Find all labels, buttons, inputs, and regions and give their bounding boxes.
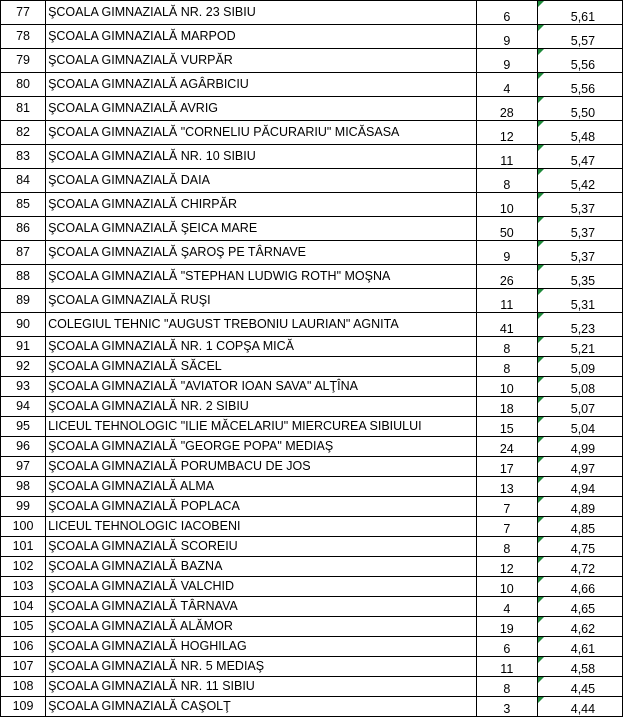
average-grade-value: 5,57 xyxy=(570,33,596,48)
cell-error-indicator-icon xyxy=(538,537,544,543)
candidate-count-cell[interactable]: 24 xyxy=(476,437,537,457)
row-number-cell[interactable]: 77 xyxy=(1,1,46,25)
average-grade-cell[interactable] xyxy=(537,677,622,697)
table-row xyxy=(1,517,623,537)
candidate-count-cell[interactable]: 28 xyxy=(476,97,537,121)
candidate-count-cell[interactable]: 50 xyxy=(476,217,537,241)
average-grade-cell[interactable] xyxy=(537,145,622,169)
cell-error-indicator-icon xyxy=(538,1,544,7)
row-number-cell[interactable]: 107 xyxy=(1,657,46,677)
average-grade-value: 4,99 xyxy=(570,441,596,456)
cell-error-indicator-icon xyxy=(538,241,544,247)
average-grade-value: 4,65 xyxy=(570,601,596,616)
candidate-count-cell[interactable]: 9 xyxy=(476,241,537,265)
school-name-cell[interactable]: ŞCOALA GIMNAZIALĂ SCOREIU xyxy=(46,537,477,557)
table-row xyxy=(1,457,623,477)
table-row xyxy=(1,193,623,217)
school-name-cell[interactable]: ŞCOALA GIMNAZIALĂ "GEORGE POPA" MEDIAŞ xyxy=(46,437,477,457)
average-grade-cell[interactable] xyxy=(537,517,622,537)
average-grade-value: 5,48 xyxy=(570,129,596,144)
average-grade-cell[interactable] xyxy=(537,169,622,193)
row-number-cell[interactable]: 93 xyxy=(1,377,46,397)
row-number-cell[interactable]: 90 xyxy=(1,313,46,337)
row-number-cell[interactable]: 106 xyxy=(1,637,46,657)
cell-error-indicator-icon xyxy=(538,557,544,563)
candidate-count-cell[interactable]: 4 xyxy=(476,597,537,617)
candidate-count-cell[interactable]: 9 xyxy=(476,25,537,49)
candidate-count-cell[interactable]: 13 xyxy=(476,477,537,497)
school-name-cell[interactable]: ŞCOALA GIMNAZIALĂ "AVIATOR IOAN SAVA" ALŢÎNA xyxy=(46,377,477,397)
average-grade-cell[interactable] xyxy=(537,217,622,241)
table-row xyxy=(1,577,623,597)
cell-error-indicator-icon xyxy=(538,377,544,383)
average-grade-value: 4,66 xyxy=(570,581,596,596)
row-number-cell[interactable]: 84 xyxy=(1,169,46,193)
average-grade-value: 5,56 xyxy=(570,57,596,72)
school-name-cell[interactable]: ŞCOALA GIMNAZIALĂ NR. 10 SIBIU xyxy=(46,145,477,169)
table-body xyxy=(1,1,623,717)
cell-error-indicator-icon xyxy=(538,337,544,343)
cell-error-indicator-icon xyxy=(538,477,544,483)
school-name-cell[interactable]: ŞCOALA GIMNAZIALĂ NR. 5 MEDIAŞ xyxy=(46,657,477,677)
candidate-count-cell[interactable]: 11 xyxy=(476,657,537,677)
average-grade-cell[interactable] xyxy=(537,1,622,25)
row-number-cell[interactable]: 91 xyxy=(1,337,46,357)
school-name-cell[interactable]: ŞCOALA GIMNAZIALĂ DAIA xyxy=(46,169,477,193)
cell-error-indicator-icon xyxy=(538,397,544,403)
table-row xyxy=(1,25,623,49)
table-row xyxy=(1,265,623,289)
school-name-cell[interactable]: ŞCOALA GIMNAZIALĂ NR. 23 SIBIU xyxy=(46,1,477,25)
average-grade-cell[interactable] xyxy=(537,497,622,517)
average-grade-value: 4,44 xyxy=(570,701,596,716)
row-number-cell[interactable]: 94 xyxy=(1,397,46,417)
average-grade-value: 5,47 xyxy=(570,153,596,168)
row-number-cell[interactable]: 97 xyxy=(1,457,46,477)
average-grade-cell[interactable] xyxy=(537,557,622,577)
cell-error-indicator-icon xyxy=(538,457,544,463)
candidate-count-cell[interactable]: 10 xyxy=(476,577,537,597)
candidate-count-cell[interactable]: 12 xyxy=(476,557,537,577)
average-grade-cell[interactable] xyxy=(537,397,622,417)
row-number-cell[interactable]: 96 xyxy=(1,437,46,457)
cell-error-indicator-icon xyxy=(538,657,544,663)
candidate-count-cell[interactable]: 17 xyxy=(476,457,537,477)
table-row xyxy=(1,417,623,437)
table-row xyxy=(1,437,623,457)
average-grade-cell[interactable] xyxy=(537,477,622,497)
row-number-cell[interactable]: 99 xyxy=(1,497,46,517)
average-grade-cell[interactable] xyxy=(537,457,622,477)
school-name-cell[interactable]: ŞCOALA GIMNAZIALĂ AGÂRBICIU xyxy=(46,73,477,97)
average-grade-cell[interactable] xyxy=(537,289,622,313)
candidate-count-cell[interactable]: 8 xyxy=(476,537,537,557)
school-name-cell[interactable]: ŞCOALA GIMNAZIALĂ VURPĂR xyxy=(46,49,477,73)
school-name-cell[interactable]: ŞCOALA GIMNAZIALĂ TÂRNAVA xyxy=(46,597,477,617)
row-number-cell[interactable]: 103 xyxy=(1,577,46,597)
row-number-cell[interactable]: 81 xyxy=(1,97,46,121)
table-row xyxy=(1,657,623,677)
table-row xyxy=(1,49,623,73)
average-grade-cell[interactable] xyxy=(537,97,622,121)
average-grade-value: 4,85 xyxy=(570,521,596,536)
table-row xyxy=(1,557,623,577)
row-number-cell[interactable]: 104 xyxy=(1,597,46,617)
cell-error-indicator-icon xyxy=(538,417,544,423)
cell-error-indicator-icon xyxy=(538,169,544,175)
school-name-cell[interactable]: ŞCOALA GIMNAZIALĂ ŞAROŞ PE TÂRNAVE xyxy=(46,241,477,265)
cell-error-indicator-icon xyxy=(538,49,544,55)
average-grade-value: 4,97 xyxy=(570,461,596,476)
table-row xyxy=(1,397,623,417)
average-grade-cell[interactable] xyxy=(537,241,622,265)
school-name-cell[interactable]: ŞCOALA GIMNAZIALĂ MARPOD xyxy=(46,25,477,49)
school-name-cell[interactable]: ŞCOALA GIMNAZIALĂ BAZNA xyxy=(46,557,477,577)
average-grade-value: 4,94 xyxy=(570,481,596,496)
school-name-cell[interactable]: ŞCOALA GIMNAZIALĂ NR. 1 COPŞA MICĂ xyxy=(46,337,477,357)
average-grade-value: 5,37 xyxy=(570,249,596,264)
table-row xyxy=(1,289,623,313)
table-row xyxy=(1,357,623,377)
school-name-cell[interactable]: ŞCOALA GIMNAZIALĂ AVRIG xyxy=(46,97,477,121)
average-grade-value: 4,89 xyxy=(570,501,596,516)
row-number-cell[interactable]: 101 xyxy=(1,537,46,557)
table-row xyxy=(1,1,623,25)
school-name-cell[interactable]: COLEGIUL TEHNIC "AUGUST TREBONIU LAURIAN" AGNITA xyxy=(46,313,477,337)
school-name-cell[interactable]: ŞCOALA GIMNAZIALĂ ALĂMOR xyxy=(46,617,477,637)
candidate-count-cell[interactable]: 6 xyxy=(476,637,537,657)
table-row xyxy=(1,617,623,637)
candidate-count-cell[interactable]: 10 xyxy=(476,377,537,397)
average-grade-value: 5,56 xyxy=(570,81,596,96)
school-name-cell[interactable]: ŞCOALA GIMNAZIALĂ VALCHID xyxy=(46,577,477,597)
average-grade-value: 4,45 xyxy=(570,681,596,696)
average-grade-value: 4,72 xyxy=(570,561,596,576)
candidate-count-cell[interactable]: 19 xyxy=(476,617,537,637)
average-grade-cell[interactable] xyxy=(537,73,622,97)
candidate-count-cell[interactable]: 8 xyxy=(476,169,537,193)
average-grade-cell[interactable] xyxy=(537,337,622,357)
average-grade-value: 5,08 xyxy=(570,381,596,396)
average-grade-value: 4,58 xyxy=(570,661,596,676)
average-grade-cell[interactable] xyxy=(537,637,622,657)
row-number-cell[interactable]: 78 xyxy=(1,25,46,49)
candidate-count-cell[interactable]: 41 xyxy=(476,313,537,337)
table-row xyxy=(1,73,623,97)
cell-error-indicator-icon xyxy=(538,577,544,583)
row-number-cell[interactable]: 80 xyxy=(1,73,46,97)
school-name-cell[interactable]: ŞCOALA GIMNAZIALĂ RUŞI xyxy=(46,289,477,313)
candidate-count-cell[interactable]: 3 xyxy=(476,697,537,717)
table-row xyxy=(1,121,623,145)
average-grade-value: 5,09 xyxy=(570,361,596,376)
cell-error-indicator-icon xyxy=(538,697,544,703)
school-name-cell[interactable]: ŞCOALA GIMNAZIALĂ CAŞOLŢ xyxy=(46,697,477,717)
candidate-count-cell[interactable]: 4 xyxy=(476,73,537,97)
average-grade-value: 5,07 xyxy=(570,401,596,416)
candidate-count-cell[interactable]: 8 xyxy=(476,677,537,697)
table-row xyxy=(1,637,623,657)
table-row xyxy=(1,313,623,337)
average-grade-value: 5,31 xyxy=(570,297,596,312)
average-grade-value: 4,75 xyxy=(570,541,596,556)
cell-error-indicator-icon xyxy=(538,497,544,503)
row-number-cell[interactable]: 88 xyxy=(1,265,46,289)
average-grade-value: 5,37 xyxy=(570,225,596,240)
average-grade-cell[interactable] xyxy=(537,377,622,397)
average-grade-cell[interactable] xyxy=(537,49,622,73)
candidate-count-cell[interactable]: 10 xyxy=(476,193,537,217)
table-row xyxy=(1,677,623,697)
cell-error-indicator-icon xyxy=(538,121,544,127)
cell-error-indicator-icon xyxy=(538,637,544,643)
table-row xyxy=(1,497,623,517)
cell-error-indicator-icon xyxy=(538,97,544,103)
school-name-cell[interactable]: ŞCOALA GIMNAZIALĂ PORUMBACU DE JOS xyxy=(46,457,477,477)
candidate-count-cell[interactable]: 7 xyxy=(476,517,537,537)
candidate-count-cell[interactable]: 18 xyxy=(476,397,537,417)
row-number-cell[interactable]: 85 xyxy=(1,193,46,217)
average-grade-cell[interactable] xyxy=(537,597,622,617)
school-name-cell[interactable]: ŞCOALA GIMNAZIALĂ "STEPHAN LUDWIG ROTH" MOŞNA xyxy=(46,265,477,289)
table-row xyxy=(1,377,623,397)
average-grade-cell[interactable] xyxy=(537,537,622,557)
school-name-cell[interactable]: ŞCOALA GIMNAZIALĂ POPLACA xyxy=(46,497,477,517)
average-grade-cell[interactable] xyxy=(537,25,622,49)
average-grade-value: 4,62 xyxy=(570,621,596,636)
candidate-count-cell[interactable]: 9 xyxy=(476,49,537,73)
cell-error-indicator-icon xyxy=(538,597,544,603)
row-number-cell[interactable]: 92 xyxy=(1,357,46,377)
row-number-cell[interactable]: 105 xyxy=(1,617,46,637)
average-grade-cell[interactable] xyxy=(537,121,622,145)
row-number-cell[interactable]: 79 xyxy=(1,49,46,73)
average-grade-cell[interactable] xyxy=(537,193,622,217)
school-name-cell[interactable]: ŞCOALA GIMNAZIALĂ CHIRPĂR xyxy=(46,193,477,217)
row-number-cell[interactable]: 108 xyxy=(1,677,46,697)
cell-error-indicator-icon xyxy=(538,617,544,623)
row-number-cell[interactable]: 86 xyxy=(1,217,46,241)
average-grade-cell[interactable] xyxy=(537,617,622,637)
table-row xyxy=(1,337,623,357)
candidate-count-cell[interactable]: 6 xyxy=(476,1,537,25)
school-name-cell[interactable]: ŞCOALA GIMNAZIALĂ ŞEICA MARE xyxy=(46,217,477,241)
candidate-count-cell[interactable]: 12 xyxy=(476,121,537,145)
school-name-cell[interactable]: ŞCOALA GIMNAZIALĂ "CORNELIU PĂCURARIU" MICĂSASA xyxy=(46,121,477,145)
school-name-cell[interactable]: LICEUL TEHNOLOGIC IACOBENI xyxy=(46,517,477,537)
cell-error-indicator-icon xyxy=(538,289,544,295)
cell-error-indicator-icon xyxy=(538,517,544,523)
table-row xyxy=(1,97,623,121)
cell-error-indicator-icon xyxy=(538,73,544,79)
table-row xyxy=(1,697,623,717)
average-grade-cell[interactable] xyxy=(537,265,622,289)
average-grade-cell[interactable] xyxy=(537,577,622,597)
row-number-cell[interactable]: 109 xyxy=(1,697,46,717)
school-name-cell[interactable]: ŞCOALA GIMNAZIALĂ SĂCEL xyxy=(46,357,477,377)
average-grade-cell[interactable] xyxy=(537,697,622,717)
candidate-count-cell[interactable]: 8 xyxy=(476,337,537,357)
row-number-cell[interactable]: 83 xyxy=(1,145,46,169)
table-row xyxy=(1,145,623,169)
cell-error-indicator-icon xyxy=(538,357,544,363)
school-name-cell[interactable]: ŞCOALA GIMNAZIALĂ NR. 11 SIBIU xyxy=(46,677,477,697)
table-row xyxy=(1,241,623,265)
row-number-cell[interactable]: 102 xyxy=(1,557,46,577)
average-grade-value: 5,21 xyxy=(570,341,596,356)
average-grade-cell[interactable] xyxy=(537,417,622,437)
candidate-count-cell[interactable]: 15 xyxy=(476,417,537,437)
table-row xyxy=(1,169,623,193)
school-name-cell[interactable]: ŞCOALA GIMNAZIALĂ NR. 2 SIBIU xyxy=(46,397,477,417)
row-number-cell[interactable]: 89 xyxy=(1,289,46,313)
candidate-count-cell[interactable]: 8 xyxy=(476,357,537,377)
average-grade-value: 5,04 xyxy=(570,421,596,436)
table-row xyxy=(1,217,623,241)
school-name-cell[interactable]: ŞCOALA GIMNAZIALĂ HOGHILAG xyxy=(46,637,477,657)
cell-error-indicator-icon xyxy=(538,145,544,151)
row-number-cell[interactable]: 82 xyxy=(1,121,46,145)
candidate-count-cell[interactable]: 11 xyxy=(476,145,537,169)
average-grade-value: 5,42 xyxy=(570,177,596,192)
row-number-cell[interactable]: 100 xyxy=(1,517,46,537)
average-grade-value: 4,61 xyxy=(570,641,596,656)
row-number-cell[interactable]: 98 xyxy=(1,477,46,497)
average-grade-cell[interactable] xyxy=(537,657,622,677)
cell-error-indicator-icon xyxy=(538,265,544,271)
average-grade-value: 5,35 xyxy=(570,273,596,288)
school-name-cell[interactable]: ŞCOALA GIMNAZIALĂ ALMA xyxy=(46,477,477,497)
row-number-cell[interactable]: 95 xyxy=(1,417,46,437)
average-grade-value: 5,23 xyxy=(570,321,596,336)
cell-error-indicator-icon xyxy=(538,25,544,31)
cell-error-indicator-icon xyxy=(538,217,544,223)
table-row xyxy=(1,477,623,497)
cell-error-indicator-icon xyxy=(538,677,544,683)
table-row xyxy=(1,537,623,557)
table-row xyxy=(1,597,623,617)
average-grade-cell[interactable] xyxy=(537,313,622,337)
cell-error-indicator-icon xyxy=(538,313,544,319)
average-grade-cell[interactable] xyxy=(537,357,622,377)
row-number-cell[interactable]: 87 xyxy=(1,241,46,265)
average-grade-value: 5,50 xyxy=(570,105,596,120)
candidate-count-cell[interactable]: 7 xyxy=(476,497,537,517)
school-name-cell[interactable]: LICEUL TEHNOLOGIC "ILIE MĂCELARIU" MIERCUREA SIBIULUI xyxy=(46,417,477,437)
average-grade-value: 5,61 xyxy=(570,9,596,24)
cell-error-indicator-icon xyxy=(538,437,544,443)
candidate-count-cell[interactable]: 11 xyxy=(476,289,537,313)
candidate-count-cell[interactable]: 26 xyxy=(476,265,537,289)
average-grade-value: 5,37 xyxy=(570,201,596,216)
cell-error-indicator-icon xyxy=(538,193,544,199)
average-grade-cell[interactable] xyxy=(537,437,622,457)
